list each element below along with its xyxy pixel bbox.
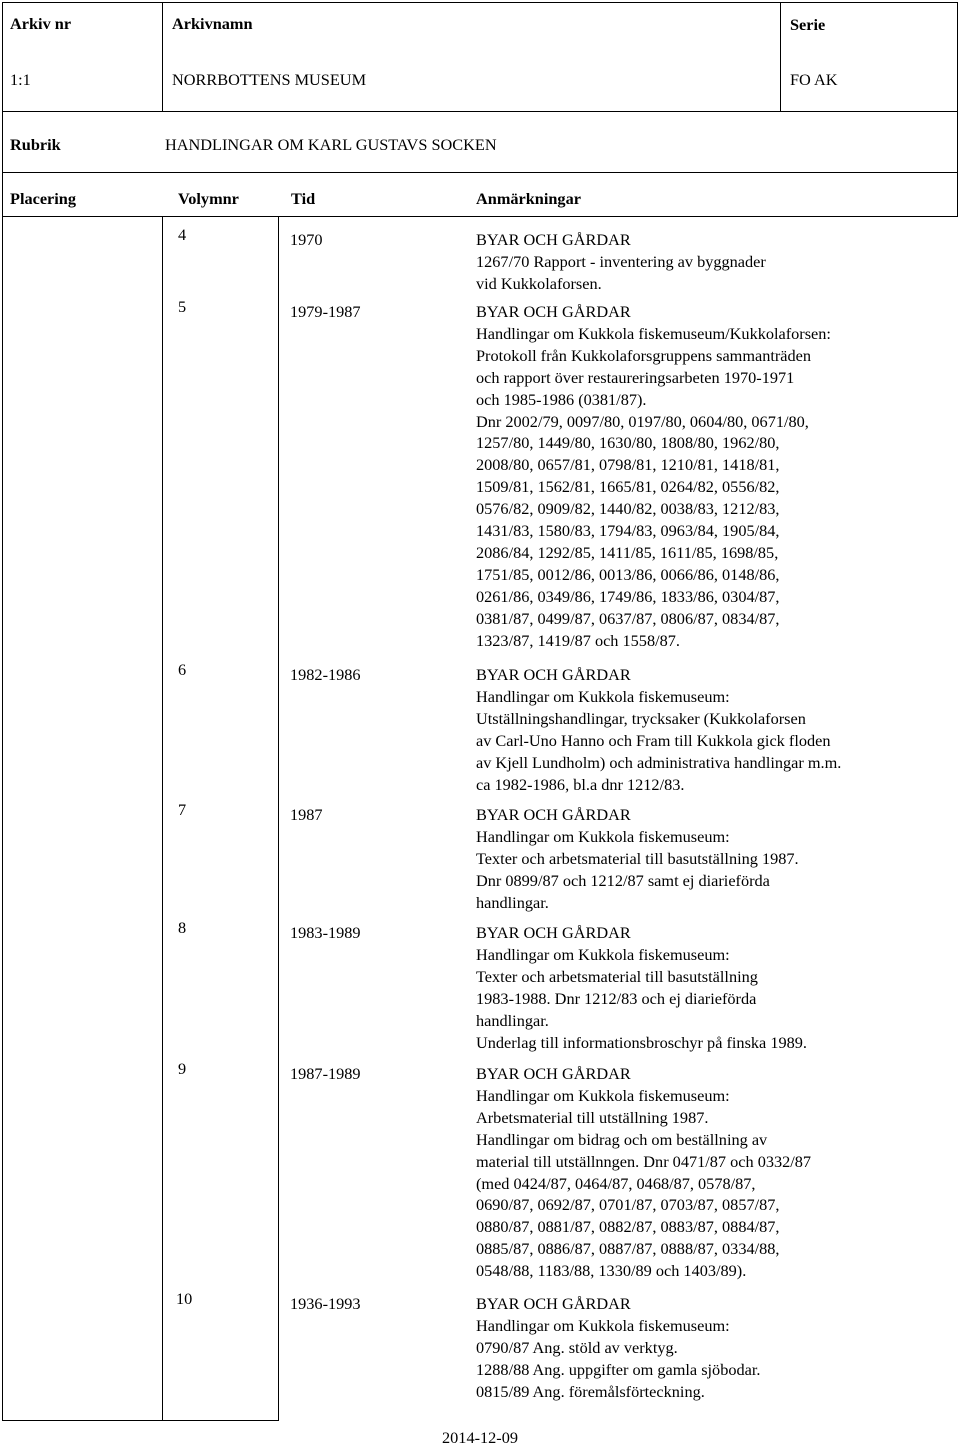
remarks: [476, 301, 831, 652]
time-period: 1983-1989: [290, 923, 361, 942]
placement-column-divider: [162, 216, 163, 1421]
remark-line: av Kjell Lundholm) och administrativa handlingar m.m.: [476, 752, 842, 772]
remark-line: av Carl-Uno Hanno och Fram till Kukkola gick floden: [476, 730, 831, 750]
remark-line: Arbetsmaterial till utställning 1987.: [476, 1107, 709, 1127]
volume-number: 4: [178, 225, 187, 244]
remark-line: 2008/80, 0657/81, 0798/81, 1210/81, 1418/81,: [476, 455, 780, 475]
remark-line: Dnr 2002/79, 0097/80, 0197/80, 0604/80, 0671/80,: [476, 411, 809, 431]
remark-line: 0261/86, 0349/86, 1749/86, 1833/86, 0304/87,: [476, 586, 780, 606]
remark-line: Dnr 0899/87 och 1212/87 samt ej diarieförda: [476, 870, 770, 890]
volume-number: 9: [178, 1059, 187, 1078]
remark-line: ca 1982-1986, bl.a dnr 1212/83.: [476, 774, 685, 794]
column-header-divider: [2, 216, 958, 217]
remark-line: Handlingar om Kukkola fiskemuseum:: [476, 686, 730, 706]
volume-entry: [0, 1289, 960, 1401]
archive-no-label: Arkiv nr: [10, 14, 72, 33]
remark-line: 0548/88, 1183/88, 1330/89 och 1403/89).: [476, 1261, 747, 1281]
volume-entry: [0, 1059, 960, 1281]
remark-line: 2086/84, 1292/85, 1411/85, 1611/85, 1698/85,: [476, 542, 779, 562]
time-period: 1970: [290, 230, 323, 249]
remark-line: Utställningshandlingar, trycksaker (Kukkolaforsen: [476, 708, 806, 728]
remark-line: 0690/87, 0692/87, 0701/87, 0703/87, 0857/87,: [476, 1195, 780, 1215]
remark-line: BYAR OCH GÅRDAR: [476, 665, 631, 684]
rubric-label: Rubrik: [10, 135, 61, 154]
remark-line: och 1985-1986 (0381/87).: [476, 389, 647, 409]
archive-name: NORRBOTTENS MUSEUM: [172, 70, 367, 89]
remark-line: 1323/87, 1419/87 och 1558/87.: [476, 630, 680, 650]
volume-entry: [0, 660, 960, 794]
body-bottom-border: [2, 1420, 279, 1421]
time-period: 1936-1993: [290, 1294, 361, 1313]
remark-line: Handlingar om Kukkola fiskemuseum/Kukkolaforsen:: [476, 323, 831, 343]
remark-line: material till utställnngen. Dnr 0471/87 och 0332/87: [476, 1151, 812, 1171]
remark-line: Handlingar om bidrag och om beställning av: [476, 1129, 768, 1149]
remark-line: vid Kukkolaforsen.: [476, 273, 602, 293]
column-header-placement: Placering: [10, 189, 77, 208]
remark-line: 1257/80, 1449/80, 1630/80, 1808/80, 1962/80,: [476, 433, 780, 453]
remark-line: Underlag till informationsbroschyr på finska 1989.: [476, 1032, 807, 1052]
remarks: [476, 664, 841, 795]
time-period: 1987-1989: [290, 1064, 361, 1083]
column-header-volume: Volymnr: [178, 189, 239, 208]
archive-name-label: Arkivnamn: [172, 14, 253, 33]
time-period: 1982-1986: [290, 665, 361, 684]
time-period: 1979-1987: [290, 302, 361, 321]
remark-line: 0815/89 Ang. föremålsförteckning.: [476, 1381, 705, 1401]
remarks: [476, 1063, 811, 1282]
archive-no: 1:1: [10, 70, 31, 89]
remark-line: 1431/83, 1580/83, 1794/83, 0963/84, 1905/84,: [476, 521, 780, 541]
header-column-divider-2: [780, 2, 781, 112]
remarks: [476, 1293, 760, 1403]
remark-line: Texter och arbetsmaterial till basutställning 1987.: [476, 848, 799, 868]
volume-entry: [0, 800, 960, 912]
series: FO AK: [790, 70, 838, 89]
left-border: [2, 2, 3, 1421]
remark-line: Handlingar om Kukkola fiskemuseum:: [476, 944, 730, 964]
remark-line: (med 0424/87, 0464/87, 0468/87, 0578/87,: [476, 1173, 756, 1193]
remark-line: 0885/87, 0886/87, 0887/87, 0888/87, 0334/88,: [476, 1239, 780, 1259]
remark-line: Handlingar om Kukkola fiskemuseum:: [476, 1315, 730, 1335]
remark-line: 0790/87 Ang. stöld av verktyg.: [476, 1337, 678, 1357]
header-column-divider-1: [162, 2, 163, 112]
series-label: Serie: [790, 15, 826, 34]
remark-line: 1267/70 Rapport - inventering av byggnader: [476, 251, 766, 271]
remark-line: BYAR OCH GÅRDAR: [476, 805, 631, 824]
column-header-remarks: Anmärkningar: [476, 189, 581, 208]
remark-line: Handlingar om Kukkola fiskemuseum:: [476, 826, 730, 846]
volume-number: 6: [178, 660, 187, 679]
volume-number: 7: [178, 800, 187, 819]
right-border: [957, 2, 958, 217]
rubric: HANDLINGAR OM KARL GUSTAVS SOCKEN: [165, 135, 497, 154]
rubric-row-divider: [2, 172, 958, 173]
volume-number: 8: [178, 918, 187, 937]
remark-line: 1509/81, 1562/81, 1665/81, 0264/82, 0556/82,: [476, 477, 780, 497]
header-top-border: [2, 2, 958, 3]
remark-line: 1751/85, 0012/86, 0013/86, 0066/86, 0148/86,: [476, 564, 780, 584]
volume-number: 5: [178, 297, 187, 316]
volume-number: 10: [176, 1289, 193, 1308]
remarks: [476, 229, 766, 295]
remark-line: handlingar.: [476, 892, 549, 912]
remark-line: BYAR OCH GÅRDAR: [476, 1064, 631, 1083]
remark-line: BYAR OCH GÅRDAR: [476, 302, 631, 321]
remark-line: 1288/88 Ang. uppgifter om gamla sjöbodar.: [476, 1359, 761, 1379]
remark-line: BYAR OCH GÅRDAR: [476, 1294, 631, 1313]
volume-column-divider: [278, 216, 279, 1421]
volume-entry: [0, 297, 960, 650]
remark-line: och rapport över restaureringsarbeten 1970-1971: [476, 367, 795, 387]
remark-line: 0576/82, 0909/82, 1440/82, 0038/83, 1212/83,: [476, 499, 780, 519]
remarks: [476, 922, 807, 1053]
remark-line: BYAR OCH GÅRDAR: [476, 230, 631, 249]
remark-line: Handlingar om Kukkola fiskemuseum:: [476, 1085, 730, 1105]
remark-line: 0381/87, 0499/87, 0637/87, 0806/87, 0834/87,: [476, 608, 780, 628]
volume-entry: [0, 225, 960, 293]
remark-line: 0880/87, 0881/87, 0882/87, 0883/87, 0884/87,: [476, 1217, 780, 1237]
column-header-time: Tid: [291, 189, 316, 208]
remark-line: Protokoll från Kukkolaforsgruppens sammanträden: [476, 345, 812, 365]
remark-line: 1983-1988. Dnr 1212/83 och ej diarieförda: [476, 988, 757, 1008]
remark-line: Texter och arbetsmaterial till basutställning: [476, 966, 758, 986]
remarks: [476, 804, 799, 914]
header-row-divider: [2, 111, 958, 112]
volume-entry: [0, 918, 960, 1052]
remark-line: handlingar.: [476, 1010, 549, 1030]
remark-line: BYAR OCH GÅRDAR: [476, 923, 631, 942]
time-period: 1987: [290, 805, 323, 824]
footer-date: 2014-12-09: [442, 1428, 518, 1447]
